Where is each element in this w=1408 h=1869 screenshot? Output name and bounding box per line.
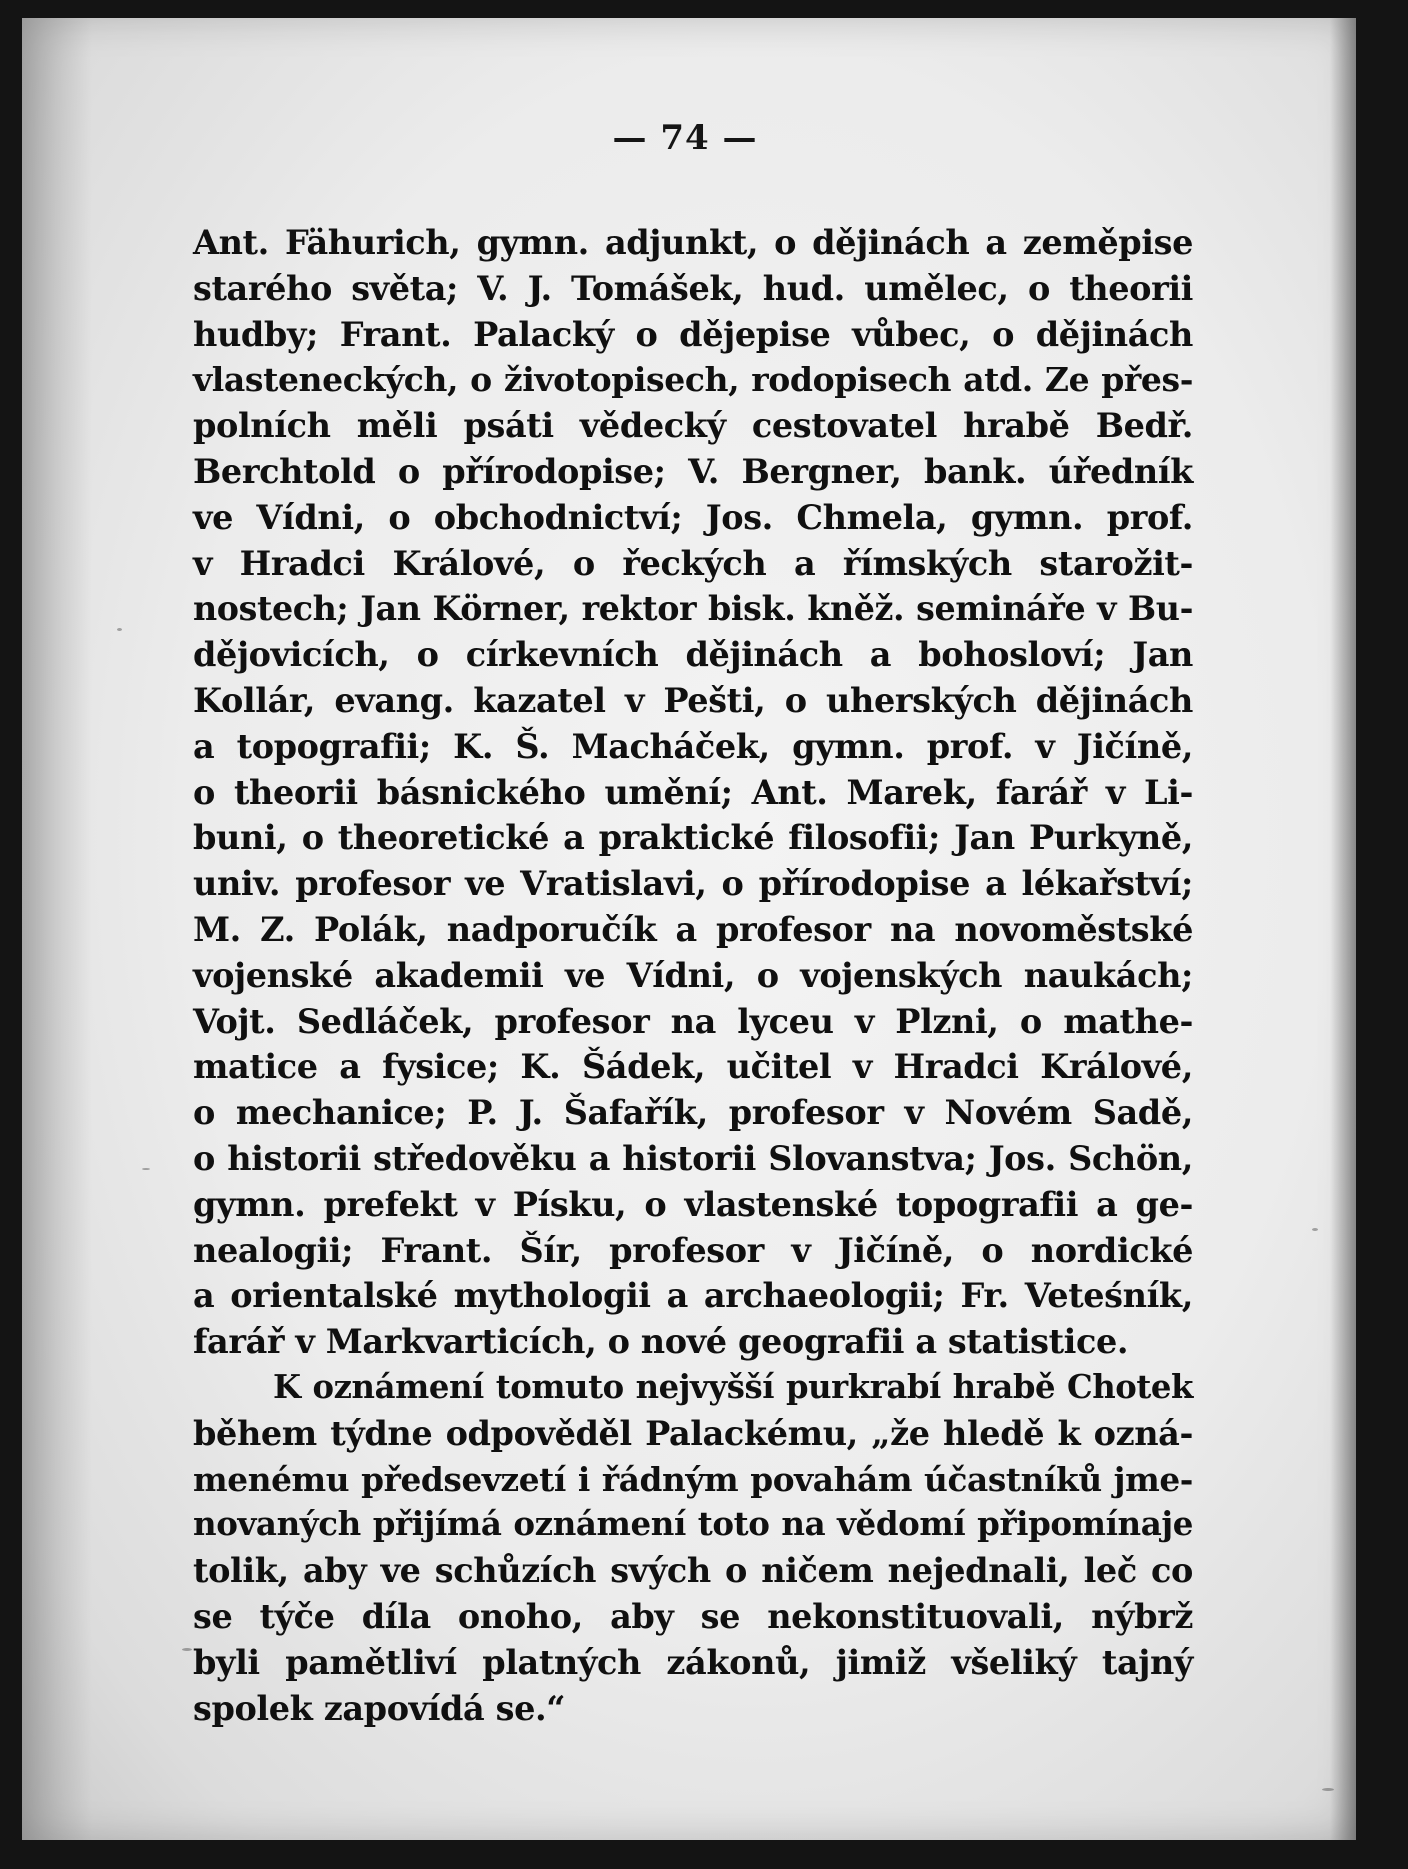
text-line: o historii středověku a historii Slovanstva; Jos. Schön, [193, 1138, 1193, 1178]
text-line: o mechanice; P. J. Šafařík, profesor v Novém Sadě, [193, 1093, 1193, 1133]
text-line: univ. profesor ve Vratislavi, o přírodopise a lékařství; [193, 864, 1193, 904]
text-line: v Hradci Králové, o řeckých a římských starožit- [193, 543, 1193, 583]
text-line: buni, o theoretické a praktické filosofii; Jan Purkyně, [193, 818, 1193, 858]
text-line: hudby; Frant. Palacký o dějepise vůbec, o dějinách [193, 314, 1193, 354]
text-line: M. Z. Polák, nadporučík a profesor na novoměstské [193, 909, 1193, 949]
text-line: gymn. prefekt v Písku, o vlastenské topografii a ge- [193, 1184, 1193, 1224]
page-shadow-right [1330, 18, 1356, 1840]
paper-speck [182, 1648, 192, 1651]
text-line: Kollár, evang. kazatel v Pešti, o uherských dějinách [193, 680, 1193, 720]
text-line: polních měli psáti vědecký cestovatel hrabě Bedř. [193, 406, 1193, 446]
text-line: menému předsevzetí i řádným povahám účastníků jme- [193, 1459, 1193, 1499]
body-text [193, 220, 1193, 1731]
text-line: nealogii; Frant. Šír, profesor v Jičíně, o nordické [193, 1230, 1193, 1270]
paper-speck [142, 1168, 150, 1170]
text-line: farář v Markvarticích, o nové geografii a statistice. [193, 1322, 1129, 1362]
text-line: Vojt. Sedláček, profesor na lyceu v Plzni, o mathe- [193, 1001, 1193, 1041]
text-line: starého světa; V. J. Tomášek, hud. umělec, o theorii [193, 268, 1193, 308]
text-line: vojenské akademii ve Vídni, o vojenských naukách; [193, 955, 1193, 995]
paper-speck [1312, 1228, 1318, 1231]
text-line: dějovicích, o církevních dějinách a bohosloví; Jan [193, 635, 1193, 675]
text-line: Berchtold o přírodopise; V. Bergner, bank. úředník [193, 451, 1193, 491]
text-line: o theorii básnického umění; Ant. Marek, farář v Li- [193, 772, 1193, 812]
text-line: novaných přijímá oznámení toto na vědomí připomínaje [193, 1505, 1193, 1544]
text-line: a orientalské mythologii a archaeologii; Fr. Veteśník, [193, 1276, 1193, 1316]
text-line: a topografii; K. Š. Macháček, gymn. prof. v Jičíně, [193, 726, 1193, 766]
text-line: spolek zapovídá se.“ [193, 1688, 566, 1728]
paper-speck [117, 628, 122, 631]
page-shadow-left [22, 18, 92, 1840]
text-line: nostech; Jan Körner, rektor bisk. kněž. semináře v Bu- [193, 589, 1193, 629]
paper-speck [1322, 1788, 1334, 1791]
text-line: tolik, aby ve schůzích svých o ničem nejednali, leč co [193, 1551, 1193, 1591]
text-line: se týče díla onoho, aby se nekonstituovali, nýbrž [193, 1596, 1193, 1636]
text-line: byli pamětliví platných zákonů, jimiž všeliký tajný [193, 1642, 1193, 1682]
text-line-paragraph-start: K oznámení tomuto nejvyšší purkrabí hrabě Chotek [273, 1367, 1193, 1406]
page-number: — 74 — [612, 118, 758, 158]
text-line: ve Vídni, o obchodnictví; Jos. Chmela, gymn. prof. [193, 497, 1193, 537]
text-line: během týdne odpověděl Palackému, „že hledě k ozná- [193, 1413, 1193, 1453]
text-line: matice a fysice; K. Šádek, učitel v Hradci Králové, [193, 1047, 1193, 1087]
text-line: vlasteneckých, o životopisech, rodopisech atd. Ze přes- [193, 360, 1193, 400]
text-line: Ant. Fähurich, gymn. adjunkt, o dějinách a zeměpise [193, 223, 1193, 262]
